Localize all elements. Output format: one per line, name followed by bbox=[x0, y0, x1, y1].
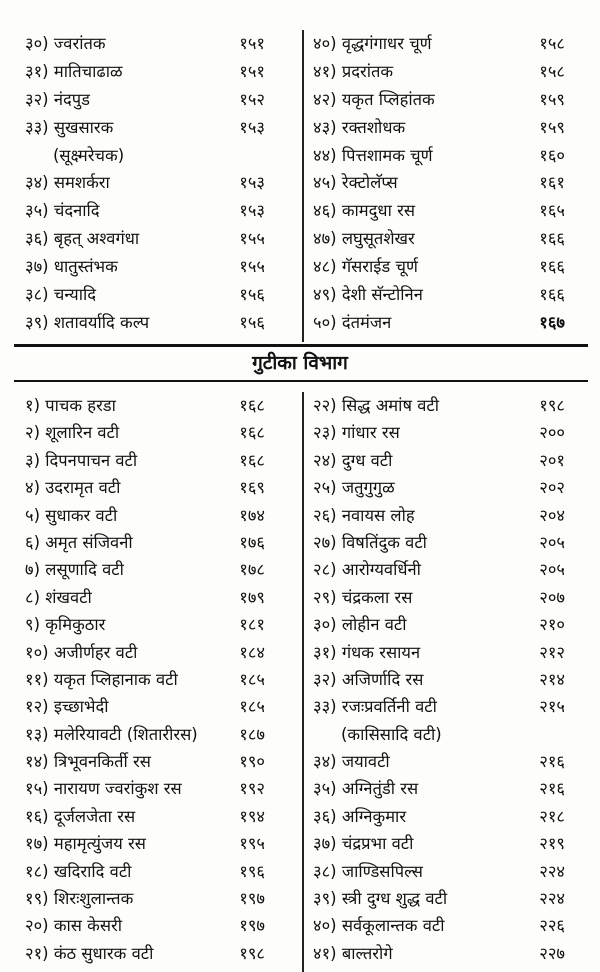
entry-page: १९७ bbox=[239, 916, 265, 936]
toc-entry bbox=[25, 447, 295, 474]
entry-page: १६७ bbox=[539, 312, 565, 332]
section-rule-top bbox=[14, 344, 588, 347]
entry-title: २४) दुग्ध वटी bbox=[313, 450, 393, 470]
toc-entry bbox=[25, 693, 295, 720]
entry-title: ५) सुधाकर वटी bbox=[25, 505, 118, 525]
toc-entry bbox=[313, 858, 583, 885]
entry-page: २१० bbox=[539, 615, 565, 635]
toc-entry bbox=[25, 309, 295, 337]
toc-left-column bbox=[25, 392, 295, 967]
entry-page: १८५ bbox=[239, 669, 265, 689]
toc-entry bbox=[313, 693, 583, 720]
toc-entry bbox=[313, 803, 583, 830]
toc-entry bbox=[313, 169, 583, 197]
toc-entry bbox=[313, 775, 583, 802]
toc-entry bbox=[25, 30, 295, 58]
entry-title: ४७) लघुसूतशेखर bbox=[313, 229, 415, 249]
entry-page: १६६ bbox=[539, 257, 565, 277]
entry-title: ३५) अग्नितुंडी रस bbox=[313, 779, 419, 799]
entry-page: १८५ bbox=[239, 697, 265, 717]
toc-entry bbox=[25, 803, 295, 830]
entry-title: २) शूलारिन वटी bbox=[25, 423, 120, 443]
entry-page: १६६ bbox=[539, 285, 565, 305]
entry-title: २३) गांधार रस bbox=[313, 423, 400, 443]
entry-page: २०२ bbox=[539, 478, 565, 498]
column-divider bbox=[302, 392, 304, 972]
entry-title: १४) त्रिभूवनकिर्ती रस bbox=[25, 752, 151, 772]
entry-title: ९) कृमिकुठार bbox=[25, 615, 106, 635]
entry-page: १५८ bbox=[539, 34, 565, 53]
entry-page: १९४ bbox=[239, 806, 265, 826]
entry-title: ४) उदरामृत वटी bbox=[25, 478, 121, 498]
entry-page: २१६ bbox=[539, 752, 565, 772]
entry-page: १६६ bbox=[539, 229, 565, 249]
toc-entry bbox=[25, 611, 295, 638]
toc-entry bbox=[25, 253, 295, 281]
entry-title: ४५) रेक्टोलॅप्स bbox=[313, 173, 398, 193]
entry-title: ३४) जयावटी bbox=[313, 752, 390, 772]
entry-title: ४८) गॅसराईड चूर्ण bbox=[313, 257, 418, 277]
toc-entry bbox=[25, 58, 295, 86]
toc-entry bbox=[313, 584, 583, 611]
toc-entry bbox=[25, 502, 295, 529]
toc-entry bbox=[25, 912, 295, 939]
toc-entry bbox=[313, 885, 583, 912]
toc-entry bbox=[313, 474, 583, 501]
entry-page: १५८ bbox=[539, 61, 565, 81]
section-rule-bottom bbox=[14, 380, 588, 382]
toc-entry bbox=[313, 86, 583, 114]
toc-entry bbox=[313, 611, 583, 638]
entry-title: ३८) जाण्डिसपिल्स bbox=[313, 861, 423, 881]
entry-page: १६९ bbox=[239, 478, 265, 498]
entry-title: ३१) मातिचाढाळ bbox=[25, 61, 123, 81]
entry-page: १६० bbox=[539, 145, 565, 165]
entry-page: २२४ bbox=[539, 889, 565, 909]
entry-title: २९) चंद्रकला रस bbox=[313, 587, 413, 607]
entry-title: २७) विषतिंदुक वटी bbox=[313, 532, 427, 552]
entry-page: १५३ bbox=[239, 117, 265, 137]
toc-entry bbox=[25, 529, 295, 556]
toc-entry bbox=[313, 281, 583, 309]
entry-title: ३६) बृहत् अश्वगंधा bbox=[25, 229, 140, 249]
toc-entry bbox=[313, 392, 583, 419]
entry-page: १९८ bbox=[239, 943, 265, 963]
entry-page: १६८ bbox=[239, 423, 265, 443]
toc-entry bbox=[25, 721, 295, 748]
entry-title: ४१) प्रदरांतक bbox=[313, 61, 394, 81]
toc-entry bbox=[313, 940, 583, 967]
toc-section-1 bbox=[0, 30, 600, 342]
entry-page: २१४ bbox=[539, 669, 565, 689]
entry-title: २६) नवायस लोह bbox=[313, 505, 415, 525]
entry-page: १५५ bbox=[239, 229, 265, 249]
toc-entry bbox=[25, 474, 295, 501]
entry-page: १५३ bbox=[239, 201, 265, 221]
entry-page: १५३ bbox=[239, 173, 265, 193]
entry-page: १५६ bbox=[239, 285, 265, 305]
toc-entry bbox=[25, 169, 295, 197]
toc-entry bbox=[25, 419, 295, 446]
entry-page: २०५ bbox=[539, 532, 565, 552]
toc-entry bbox=[25, 556, 295, 583]
entry-title: (कासिसादि वटी) bbox=[341, 724, 442, 744]
entry-page: २०१ bbox=[539, 450, 565, 470]
entry-page: १७६ bbox=[239, 532, 265, 552]
entry-title: २८) आरोग्यवर्धिनी bbox=[313, 560, 421, 580]
toc-entry bbox=[25, 748, 295, 775]
entry-title: २५) जतुगुगुळ bbox=[313, 478, 395, 498]
entry-title: ८) शंखवटी bbox=[25, 587, 92, 607]
entry-page: २१६ bbox=[539, 779, 565, 799]
toc-entry bbox=[25, 197, 295, 225]
entry-page: २१९ bbox=[539, 834, 565, 854]
toc-entry-continuation bbox=[313, 721, 583, 748]
entry-page: १५५ bbox=[239, 257, 265, 277]
section-heading: गुटीका विभाग bbox=[252, 352, 348, 374]
entry-title: १८) खदिरादि वटी bbox=[25, 861, 132, 881]
entry-page: १९८ bbox=[539, 396, 565, 415]
entry-page: २१५ bbox=[539, 697, 565, 717]
toc-entry bbox=[313, 639, 583, 666]
entry-title: ३७) धातुस्तंभक bbox=[25, 257, 118, 277]
toc-entry bbox=[25, 858, 295, 885]
entry-page: २०४ bbox=[539, 505, 565, 525]
toc-entry bbox=[313, 748, 583, 775]
toc-entry bbox=[313, 830, 583, 857]
toc-entry bbox=[25, 940, 295, 967]
toc-entry bbox=[25, 775, 295, 802]
entry-page: २०७ bbox=[539, 587, 565, 607]
entry-title: ४२) यकृत प्लिहांतक bbox=[313, 89, 435, 109]
entry-page: १७४ bbox=[239, 505, 265, 525]
toc-right-column bbox=[313, 30, 583, 337]
toc-entry bbox=[313, 666, 583, 693]
toc-entry bbox=[25, 225, 295, 253]
entry-title: ४९) देशी सॅन्टोनिन bbox=[313, 285, 423, 305]
entry-page: १५२ bbox=[239, 89, 265, 109]
toc-right-column bbox=[313, 392, 583, 967]
entry-title: ४३) रक्तशोधक bbox=[313, 117, 406, 137]
entry-page: १८१ bbox=[239, 615, 265, 635]
entry-page: २१८ bbox=[539, 806, 565, 826]
entry-title: १७) महामृत्युंजय रस bbox=[25, 834, 146, 854]
entry-page: १५६ bbox=[239, 312, 265, 332]
entry-title: ४०) वृद्धगंगाधर चूर्ण bbox=[313, 34, 432, 53]
entry-title: २१) कंठ सुधारक वटी bbox=[25, 943, 154, 963]
entry-title: ४०) सर्वकूलान्तक वटी bbox=[313, 916, 445, 936]
toc-entry bbox=[313, 912, 583, 939]
toc-entry bbox=[313, 309, 583, 337]
toc-section-2 bbox=[0, 392, 600, 972]
entry-page: २२६ bbox=[539, 916, 565, 936]
entry-title: ३८) चन्यादि bbox=[25, 285, 97, 305]
toc-entry bbox=[25, 392, 295, 419]
entry-title: ३०) लोहीन वटी bbox=[313, 615, 407, 635]
entry-title: १६) दूर्जलजेता रस bbox=[25, 806, 136, 826]
entry-page: १५९ bbox=[539, 89, 565, 109]
entry-title: ३३) रजःप्रवर्तिनी वटी bbox=[313, 697, 437, 717]
toc-entry bbox=[25, 830, 295, 857]
entry-page: १७८ bbox=[239, 560, 265, 580]
entry-page: २२७ bbox=[539, 943, 565, 963]
entry-title: ३०) ज्वरांतक bbox=[25, 34, 106, 53]
column-divider bbox=[302, 30, 304, 342]
toc-entry bbox=[313, 30, 583, 58]
entry-page: १५९ bbox=[539, 117, 565, 137]
toc-entry bbox=[313, 253, 583, 281]
entry-page: २०० bbox=[539, 423, 565, 443]
entry-page: १७९ bbox=[239, 587, 265, 607]
entry-page: १९० bbox=[239, 752, 265, 772]
entry-page: १९२ bbox=[239, 779, 265, 799]
entry-title: २२) सिद्ध अमांष वटी bbox=[313, 396, 439, 415]
entry-title: ७) लसूणादि वटी bbox=[25, 560, 124, 580]
entry-title: ४१) बाल्तरोगे bbox=[313, 943, 393, 963]
toc-entry bbox=[25, 86, 295, 114]
toc-entry bbox=[313, 502, 583, 529]
entry-title: ३१) गंधक रसायन bbox=[313, 642, 421, 662]
toc-entry bbox=[313, 114, 583, 142]
entry-title: १५) नारायण ज्वरांकुश रस bbox=[25, 779, 182, 799]
entry-page: २१२ bbox=[539, 642, 565, 662]
entry-title: ३९) स्त्री दुग्ध शुद्ध वटी bbox=[313, 889, 448, 909]
entry-title: ३) दिपनपाचन वटी bbox=[25, 450, 138, 470]
entry-page: १५१ bbox=[239, 34, 265, 53]
entry-title: १) पाचक हरडा bbox=[25, 396, 116, 415]
toc-entry bbox=[313, 529, 583, 556]
entry-title: ५०) दंतमंजन bbox=[313, 312, 392, 332]
entry-title: (सूक्ष्मरेचक) bbox=[53, 145, 125, 165]
entry-title: ३४) समशर्करा bbox=[25, 173, 110, 193]
entry-title: ३३) सुखसारक bbox=[25, 117, 114, 137]
entry-page: २०५ bbox=[539, 560, 565, 580]
entry-title: ३५) चंदनादि bbox=[25, 201, 100, 221]
entry-page: १९६ bbox=[239, 861, 265, 881]
entry-title: ३२) नंदपुड bbox=[25, 89, 90, 109]
toc-entry bbox=[313, 447, 583, 474]
entry-title: ११) यकृत प्लिहानाक वटी bbox=[25, 669, 178, 689]
entry-page: १८४ bbox=[239, 642, 265, 662]
entry-title: १३) मलेरियावटी (शितारीरस) bbox=[25, 724, 198, 744]
entry-title: ३७) चंद्रप्रभा वटी bbox=[313, 834, 414, 854]
toc-entry bbox=[313, 142, 583, 170]
entry-page: १९७ bbox=[239, 889, 265, 909]
entry-title: १९) शिरःशुलान्तक bbox=[25, 889, 134, 909]
entry-title: ४४) पित्तशामक चूर्ण bbox=[313, 145, 433, 165]
toc-entry bbox=[313, 419, 583, 446]
toc-entry bbox=[313, 58, 583, 86]
toc-entry bbox=[25, 639, 295, 666]
entry-page: १८७ bbox=[239, 724, 265, 744]
entry-title: १२) इच्छाभेदी bbox=[25, 697, 109, 717]
toc-entry bbox=[25, 584, 295, 611]
toc-entry-continuation bbox=[25, 142, 295, 170]
entry-title: ३६) अग्निकुमार bbox=[313, 806, 407, 826]
toc-left-column bbox=[25, 30, 295, 337]
toc-entry bbox=[25, 885, 295, 912]
entry-page: १६८ bbox=[239, 450, 265, 470]
entry-page: १६५ bbox=[539, 201, 565, 221]
entry-page: १९५ bbox=[239, 834, 265, 854]
entry-title: ४६) कामदुधा रस bbox=[313, 201, 415, 221]
entry-page: २२४ bbox=[539, 861, 565, 881]
toc-entry bbox=[313, 197, 583, 225]
toc-entry bbox=[313, 556, 583, 583]
entry-title: ६) अमृत संजिवनी bbox=[25, 532, 133, 552]
toc-entry bbox=[25, 114, 295, 142]
entry-title: १०) अजीर्णहर वटी bbox=[25, 642, 138, 662]
entry-page: १५१ bbox=[239, 61, 265, 81]
entry-page: १६१ bbox=[539, 173, 565, 193]
entry-title: ३२) अजिर्णादि रस bbox=[313, 669, 424, 689]
toc-entry bbox=[313, 225, 583, 253]
toc-entry bbox=[25, 666, 295, 693]
entry-title: २०) कास केसरी bbox=[25, 916, 123, 936]
toc-entry bbox=[25, 281, 295, 309]
entry-page: १६८ bbox=[239, 396, 265, 415]
entry-title: ३९) शतावर्यादि कल्प bbox=[25, 312, 150, 332]
